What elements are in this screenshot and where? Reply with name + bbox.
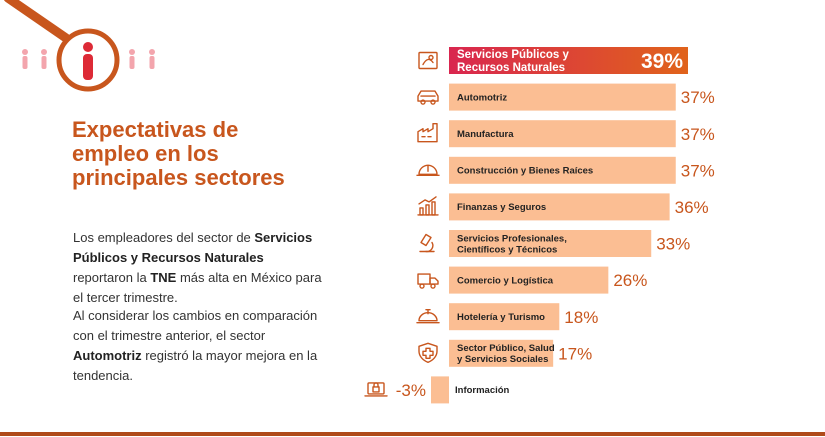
category-label: Información [455,385,510,397]
value-label: 18% [564,307,599,327]
text-run: Los empleadores del sector de [73,230,255,245]
bottom-rule [0,432,825,436]
hotel-bell-icon [417,310,439,323]
value-label: 37% [680,88,715,108]
helmet-icon [417,165,439,175]
category-label: Construcción y Bienes Raíces [457,165,594,177]
category-label: y Servicios Sociales [457,354,549,366]
value-label: 36% [674,198,709,218]
emphasis-automotriz: Automotriz [73,348,142,363]
category-label: Recursos Naturales [457,62,566,75]
utility-icon [419,53,437,69]
emphasis-sector: Servicios Públicos y Recursos Naturales [73,230,313,265]
car-icon [418,91,438,104]
microscope-icon [420,235,434,252]
text-run: registró la mayor mejora en la tendencia. [73,348,318,383]
finance-chart-icon [418,197,438,215]
value-label: -3% [395,381,426,401]
category-label: Finanzas y Seguros [457,202,547,214]
value-label: 37% [680,124,715,144]
category-label: Comercio y Logística [457,275,554,287]
value-label: 26% [613,271,648,291]
text-run: Al considerar los cambios en comparación con el trimestre anterior, el sector [73,308,318,343]
text-run: reportaron la [73,270,151,285]
category-label: Hotelería y Turismo [457,312,545,324]
category-label: Manufactura [457,129,514,141]
category-label: Sector Público, Salud [457,343,555,355]
category-label: Servicios Públicos y [457,49,569,62]
value-label: 33% [656,234,691,254]
text-run: más alta en México para el tercer trimestre. [73,270,322,305]
emphasis-tne: TNE [150,270,177,285]
value-label: 17% [558,344,593,364]
category-label: Científicos y Técnicos [457,244,558,256]
truck-icon [418,274,438,288]
factory-icon [418,124,437,142]
value-label: 37% [680,161,715,181]
page-title: Expectativas de empleo en los principales sectores [72,117,285,190]
category-label: Automotriz [457,92,508,104]
laptop-lock-icon [365,383,387,396]
health-cross-icon [419,343,437,362]
bar-10 [431,376,449,403]
value-label: 39% [640,50,683,74]
category-label: Servicios Profesionales, [457,233,567,245]
